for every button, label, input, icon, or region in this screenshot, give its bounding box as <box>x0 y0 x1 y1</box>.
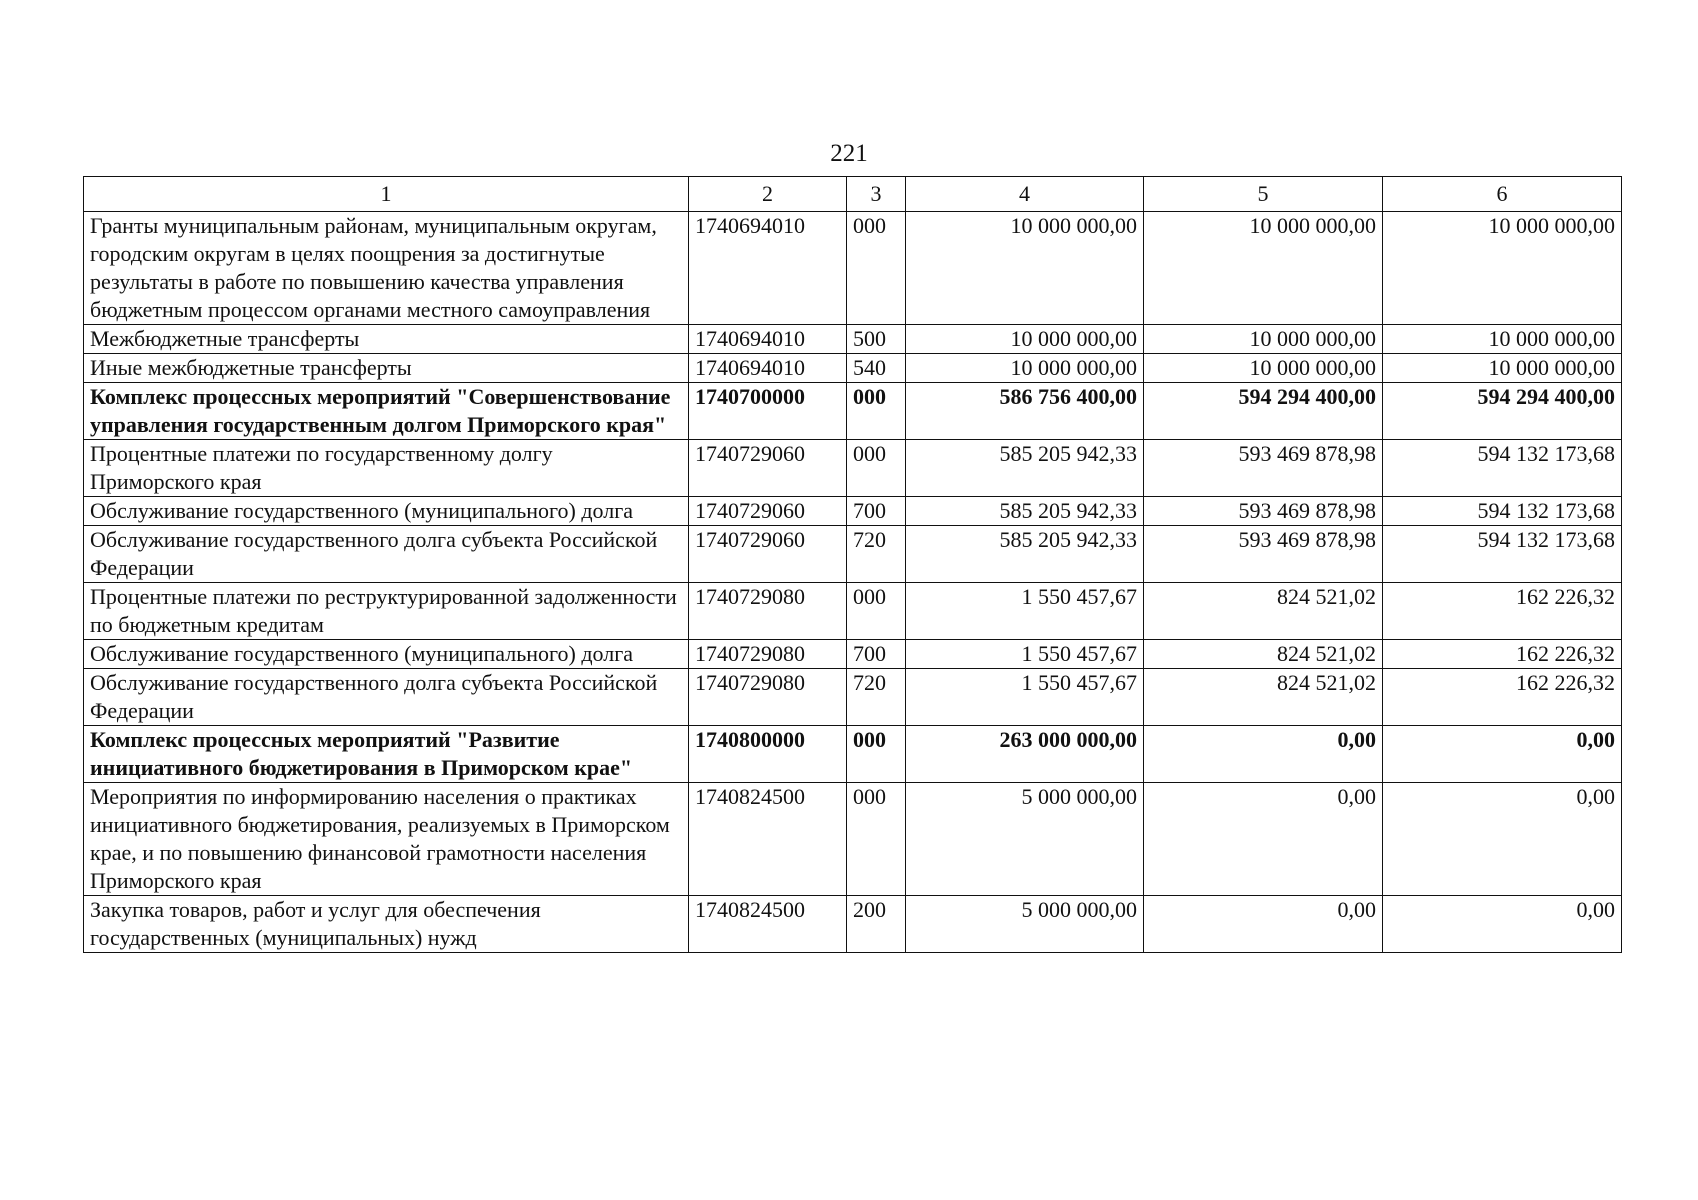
table-row <box>84 669 1622 726</box>
table-row <box>84 726 1622 783</box>
row-amount-col6: 594 132 173,68 <box>1383 497 1622 526</box>
row-amount-col4: 5 000 000,00 <box>906 783 1144 896</box>
column-header-5: 5 <box>1144 177 1383 212</box>
row-description: Обслуживание государственного (муниципального) долга <box>84 497 689 526</box>
row-expense-type: 720 <box>847 526 906 583</box>
row-expense-type: 700 <box>847 497 906 526</box>
row-description: Процентные платежи по реструктурированной задолженности по бюджетным кредитам <box>84 583 689 640</box>
row-amount-col4: 1 550 457,67 <box>906 640 1144 669</box>
row-target-code: 1740729080 <box>689 640 847 669</box>
row-amount-col6: 0,00 <box>1383 896 1622 953</box>
row-amount-col4: 585 205 942,33 <box>906 526 1144 583</box>
row-expense-type: 540 <box>847 354 906 383</box>
row-amount-col5: 10 000 000,00 <box>1144 325 1383 354</box>
row-amount-col6: 10 000 000,00 <box>1383 212 1622 325</box>
row-amount-col6: 0,00 <box>1383 783 1622 896</box>
row-amount-col5: 824 521,02 <box>1144 669 1383 726</box>
row-expense-type: 720 <box>847 669 906 726</box>
row-amount-col6: 10 000 000,00 <box>1383 354 1622 383</box>
column-header-6: 6 <box>1383 177 1622 212</box>
table-row <box>84 526 1622 583</box>
row-amount-col4: 10 000 000,00 <box>906 212 1144 325</box>
row-description: Комплекс процессных мероприятий "Развитие инициативного бюджетирования в Приморском крае" <box>84 726 689 783</box>
table-row <box>84 583 1622 640</box>
row-amount-col4: 585 205 942,33 <box>906 440 1144 497</box>
row-expense-type: 000 <box>847 212 906 325</box>
row-amount-col4: 586 756 400,00 <box>906 383 1144 440</box>
table-row <box>84 325 1622 354</box>
table-row <box>84 497 1622 526</box>
row-amount-col5: 0,00 <box>1144 896 1383 953</box>
row-expense-type: 500 <box>847 325 906 354</box>
table-row <box>84 783 1622 896</box>
row-amount-col6: 594 294 400,00 <box>1383 383 1622 440</box>
column-header-3: 3 <box>847 177 906 212</box>
row-description: Комплекс процессных мероприятий "Совершенствование управления государственным долгом Приморского края" <box>84 383 689 440</box>
table-row <box>84 440 1622 497</box>
row-amount-col5: 824 521,02 <box>1144 640 1383 669</box>
row-description: Процентные платежи по государственному долгу Приморского края <box>84 440 689 497</box>
header-row <box>84 177 1622 212</box>
table-row <box>84 896 1622 953</box>
row-target-code: 1740694010 <box>689 325 847 354</box>
row-description: Закупка товаров, работ и услуг для обеспечения государственных (муниципальных) нужд <box>84 896 689 953</box>
row-description: Обслуживание государственного (муниципального) долга <box>84 640 689 669</box>
row-amount-col4: 585 205 942,33 <box>906 497 1144 526</box>
row-amount-col4: 1 550 457,67 <box>906 669 1144 726</box>
table-body <box>84 212 1622 953</box>
row-amount-col6: 594 132 173,68 <box>1383 526 1622 583</box>
row-amount-col4: 10 000 000,00 <box>906 354 1144 383</box>
row-amount-col5: 594 294 400,00 <box>1144 383 1383 440</box>
row-amount-col4: 263 000 000,00 <box>906 726 1144 783</box>
row-expense-type: 700 <box>847 640 906 669</box>
row-description: Обслуживание государственного долга субъекта Российской Федерации <box>84 669 689 726</box>
column-header-4: 4 <box>906 177 1144 212</box>
row-target-code: 1740800000 <box>689 726 847 783</box>
row-target-code: 1740824500 <box>689 896 847 953</box>
row-description: Иные межбюджетные трансферты <box>84 354 689 383</box>
row-amount-col5: 10 000 000,00 <box>1144 354 1383 383</box>
page-number: 221 <box>830 140 868 167</box>
row-amount-col6: 162 226,32 <box>1383 669 1622 726</box>
row-amount-col4: 10 000 000,00 <box>906 325 1144 354</box>
row-target-code: 1740729060 <box>689 440 847 497</box>
table-row <box>84 640 1622 669</box>
row-target-code: 1740729060 <box>689 497 847 526</box>
row-target-code: 1740729080 <box>689 583 847 640</box>
table-row <box>84 383 1622 440</box>
row-expense-type: 000 <box>847 383 906 440</box>
row-description: Мероприятия по информированию населения о практиках инициативного бюджетирования, реализуемых в Приморском крае, и по повышению финансовой грамотности населения Приморского края <box>84 783 689 896</box>
budget-table <box>83 176 1622 953</box>
column-header-1: 1 <box>84 177 689 212</box>
row-amount-col5: 824 521,02 <box>1144 583 1383 640</box>
row-amount-col5: 593 469 878,98 <box>1144 440 1383 497</box>
row-target-code: 1740694010 <box>689 212 847 325</box>
row-amount-col6: 10 000 000,00 <box>1383 325 1622 354</box>
row-description: Обслуживание государственного долга субъекта Российской Федерации <box>84 526 689 583</box>
row-description: Межбюджетные трансферты <box>84 325 689 354</box>
row-amount-col5: 0,00 <box>1144 783 1383 896</box>
row-amount-col5: 10 000 000,00 <box>1144 212 1383 325</box>
row-expense-type: 000 <box>847 726 906 783</box>
row-amount-col4: 1 550 457,67 <box>906 583 1144 640</box>
row-expense-type: 200 <box>847 896 906 953</box>
row-amount-col6: 162 226,32 <box>1383 583 1622 640</box>
row-expense-type: 000 <box>847 440 906 497</box>
row-amount-col5: 593 469 878,98 <box>1144 497 1383 526</box>
row-description: Гранты муниципальным районам, муниципальным округам, городским округам в целях поощрения за достигнутые результаты в работе по повышению качества управления бюджетным процессом органами местного самоуправления <box>84 212 689 325</box>
row-amount-col6: 162 226,32 <box>1383 640 1622 669</box>
row-amount-col6: 594 132 173,68 <box>1383 440 1622 497</box>
row-amount-col5: 0,00 <box>1144 726 1383 783</box>
row-target-code: 1740729080 <box>689 669 847 726</box>
row-target-code: 1740824500 <box>689 783 847 896</box>
row-target-code: 1740700000 <box>689 383 847 440</box>
table-row <box>84 354 1622 383</box>
column-header-2: 2 <box>689 177 847 212</box>
table-row <box>84 212 1622 325</box>
row-target-code: 1740694010 <box>689 354 847 383</box>
row-amount-col5: 593 469 878,98 <box>1144 526 1383 583</box>
row-expense-type: 000 <box>847 783 906 896</box>
row-target-code: 1740729060 <box>689 526 847 583</box>
row-amount-col4: 5 000 000,00 <box>906 896 1144 953</box>
row-expense-type: 000 <box>847 583 906 640</box>
row-amount-col6: 0,00 <box>1383 726 1622 783</box>
